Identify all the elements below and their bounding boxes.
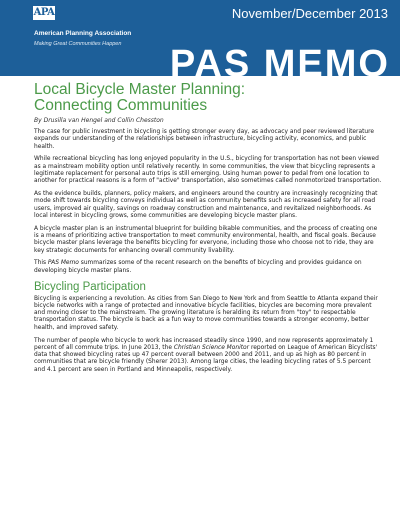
article-byline: By Drusilla van Hengel and Collin Chesston	[34, 117, 164, 124]
paragraph-7-post: reported on League of American Bicyclists' data that showed bicycling rates up 47 percent overall between 2000 and 2011, and up as high as 80 percent in communities that are bicycle friendly (Sherer 2013). Among large cities, the leading bicycling rates of 5.5 percent and 4.1 percent are seen in Portland and Minneapolis, respectively.	[34, 344, 378, 373]
organization-name: American Planning Association	[34, 30, 132, 37]
paragraph-7	[34, 338, 382, 374]
paragraph-7-pre: The number of people who bicycle to work has increased steadily since 1990, and now represents approximately 1 percent of all commute trips. In June 2013, the	[34, 337, 374, 351]
paragraph-3: As the evidence builds, planners, policy makers, and engineers around the country are increasingly recognizing that mode shift towards bicycling conveys individual as well as community benefits such as increased safety for all road users, improved air quality, savings on roadway construction and maintenance, and revitalized neighborhoods. As local interest in bicycling grows, some communities are developing bicycle master plans.	[34, 191, 378, 219]
paragraph-5-post: summarizes some of the recent research on the benefits of bicycling and provides guidance on developing bicycle master plans.	[34, 260, 362, 274]
article-title	[34, 82, 382, 114]
article-body	[34, 82, 382, 380]
paragraph-6: Bicycling is experiencing a revolution. As cities from San Diego to New York and from Seattle to Atlanta expand their bicycle networks with a range of protected and innovative bicycle facilities, bicycles are becoming more prevalent and moving closer to the mainstream. The growing literature is heralding its return from "toy" to respectable transportation status. The bicycle is back as a fun way to move communities towards a stronger economy, better health, and improved safety.	[34, 295, 378, 331]
paragraph-2: While recreational bicycling has long enjoyed popularity in the U.S., bicycling for transportation has not been viewed as a mainstream mobility option until relatively recently. In some communities, the view that bicycling represents a legitimate replacement for personal auto trips is still emerging. Using human power to pedal from one location to another for practical reasons is a form of "active" transportation, also sometimes called nonmotorized transportation.	[34, 156, 382, 185]
organization-tagline: Making Great Communities Happen	[34, 41, 122, 47]
article-title-line2: Connecting Communities	[34, 97, 208, 114]
article-title-line1: Local Bicycle Master Planning:	[34, 81, 246, 98]
series-title	[170, 42, 390, 86]
paragraph-4: A bicycle master plan is an instrumental blueprint for building bikable communities, and the process of creating one is a means of prioritizing active transportation to meet community environmental, health, and fiscal goals. Because bicycle master plans leverage the benefits bicycling for everyone, including those who choose not to ride, they are key strategic documents for enhancing overall community livability.	[34, 225, 378, 254]
issue-date: November/December 2013	[231, 6, 388, 21]
series-title-pas: PAS	[169, 43, 252, 85]
section-heading: Bicycling Participation	[34, 280, 146, 293]
paragraph-5-emphasis: PAS Memo	[47, 260, 79, 267]
series-title-memo: MEMO	[263, 43, 390, 85]
paragraph-5-pre: This	[34, 260, 48, 267]
apa-logo: APA	[33, 7, 55, 18]
paragraph-7-emphasis: Christian Science Monitor	[173, 344, 250, 351]
paragraph-1: The case for public investment in bicycling is getting stronger every day, as advocacy and peer reviewed literature expands our understanding of the relationships between infrastructure, bicycling activity, economics, and public health.	[34, 129, 375, 150]
paragraph-5	[34, 260, 382, 275]
